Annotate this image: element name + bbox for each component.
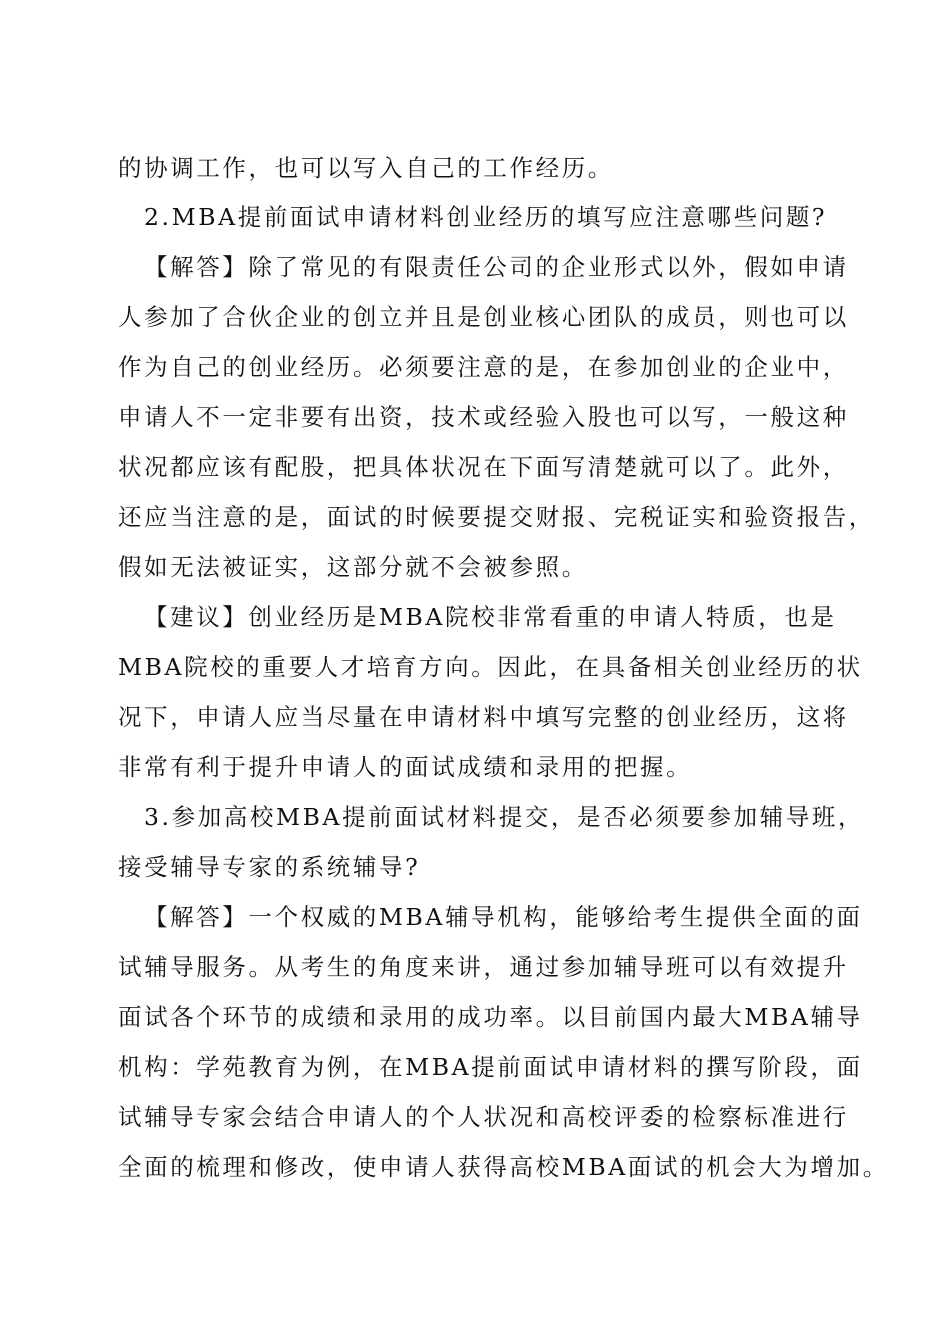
answer-3-line-2: 试辅导服务。从考生的角度来讲，通过参加辅导班可以有效提升 (118, 953, 849, 981)
answer-2-line-3: 作为自己的创业经历。必须要注意的是，在参加创业的企业中， (118, 353, 849, 381)
answer-3-line-1: 【解答】一个权威的MBA辅导机构，能够给考生提供全面的面 (144, 903, 863, 931)
answer-2-line-2: 人参加了合伙企业的创立并且是创业核心团队的成员，则也可以 (118, 303, 849, 331)
question-3-heading-line-1: 3.参加高校MBA提前面试材料提交，是否必须要参加辅导班， (144, 803, 865, 831)
answer-2-line-7: 假如无法被证实，这部分就不会被参照。 (118, 553, 588, 581)
answer-3-line-3: 面试各个环节的成绩和录用的成功率。以目前国内最大MBA辅导 (118, 1003, 863, 1031)
advice-2-line-1: 【建议】创业经历是MBA院校非常看重的申请人特质，也是 (144, 603, 837, 631)
answer-3-line-5: 试辅导专家会结合申请人的个人状况和高校评委的检察标准进行 (118, 1103, 849, 1131)
answer-2-line-6: 还应当注意的是，面试的时候要提交财报、完税证实和验资报告， (118, 503, 875, 531)
answer-3-line-4: 机构：学苑教育为例，在MBA提前面试申请材料的撰写阶段，面 (118, 1053, 863, 1081)
advice-2-line-2: MBA院校的重要人才培育方向。因此，在具备相关创业经历的状 (118, 653, 863, 681)
question-2-heading: 2.MBA提前面试申请材料创业经历的填写应注意哪些问题? (144, 203, 828, 231)
question-3-heading-line-2: 接受辅导专家的系统辅导? (118, 853, 421, 881)
advice-2-line-3: 况下，申请人应当尽量在申请材料中填写完整的创业经历，这将 (118, 703, 849, 731)
answer-2-line-1: 【解答】除了常见的有限责任公司的企业形式以外，假如申请 (144, 253, 849, 281)
advice-2-line-4: 非常有利于提升申请人的面试成绩和录用的把握。 (118, 753, 693, 781)
answer-2-line-4: 申请人不一定非要有出资，技术或经验入股也可以写，一般这种 (118, 403, 849, 431)
answer-3-line-6: 全面的梳理和修改，使申请人获得高校MBA面试的机会大为增加。 (118, 1153, 889, 1181)
answer-2-line-5: 状况都应该有配股，把具体状况在下面写清楚就可以了。此外， (118, 453, 849, 481)
text-line-1: 的协调工作，也可以写入自己的工作经历。 (118, 154, 614, 182)
